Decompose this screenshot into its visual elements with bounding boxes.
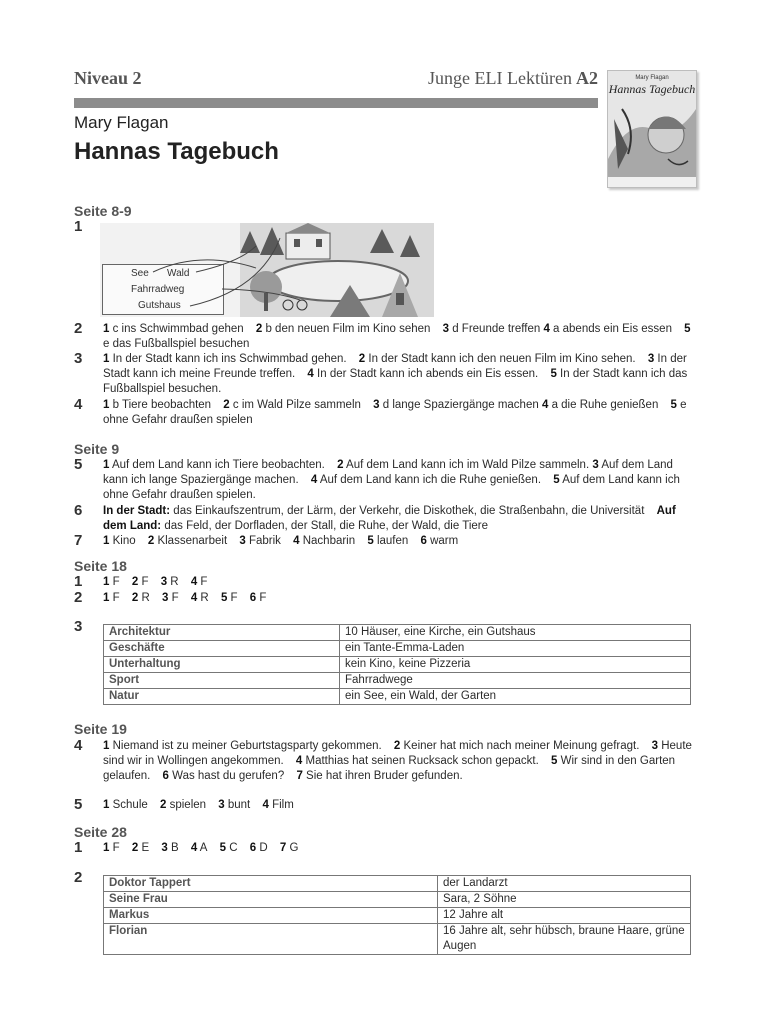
niveau-label: Niveau 2 [74,68,142,88]
exercise-number: 2 [74,320,83,337]
label-box [102,264,224,315]
cover-artwork [608,99,696,187]
table-row: Sport Fahrradwege [104,673,691,689]
cover-title: Hannas Tagebuch [608,82,696,96]
exercise-number: 3 [74,618,83,635]
section-heading-seite-19: Seite 19 [74,721,127,737]
label-gutshaus: Gutshaus [138,300,181,311]
header-rule [74,98,598,108]
exercise-number: 7 [74,532,83,549]
exercise-answer: 1 F 2 E 3 B 4 A 5 C 6 D 7 G [103,842,299,854]
table-row: Doktor Tappert der Landarzt [104,876,691,892]
page-header [74,68,598,92]
exercise-answer: 1 Niemand ist zu meiner Geburtstagsparty gekommen. 2 Keiner hat mich nach meiner Meinung gefragt. 3 Heute sind wir in Wollingen angekommen. 4 Matthias hat seinen Rucksack schon gepackt. 5 Wir sind in den Garten gelaufen. 6 Was hast du gerufen? 7 Sie hat ihren Bruder gefunden. [103,740,692,782]
series-name: Junge ELI Lektüren [428,68,572,88]
table-row: Markus 12 Jahre alt [104,908,691,924]
exercise-answer: 1 Schule 2 spielen 3 bunt 4 Film [103,799,294,811]
book-title: Hannas Tagebuch [74,138,279,165]
exercise-answer: 1 b Tiere beobachten 2 c im Wald Pilze sammeln 3 d lange Spaziergänge machen 4 a die Ruhe genießen 5 e ohne Gefahr draußen spielen [103,399,687,426]
label-fahrradweg: Fahrradweg [131,284,185,295]
exercise-number: 2 [74,589,83,606]
table-row: Unterhaltung kein Kino, keine Pizzeria [104,657,691,673]
label-wald: Wald [167,268,190,279]
exercise-answer: 1 Auf dem Land kann ich Tiere beobachten. 2 Auf dem Land kann ich im Wald Pilze sammeln. 3 Auf dem Land kann ich lange Spaziergänge machen. 4 Auf dem Land kann ich die Ruhe genießen. 5 Auf dem Land kann ich ohne Gefahr draußen spielen. [103,459,680,501]
section-heading-seite-9: Seite 9 [74,441,120,457]
exercise-number: 4 [74,396,83,413]
table-row: Geschäfte ein Tante-Emma-Laden [104,641,691,657]
exercise-number: 2 [74,869,83,886]
exercise-answer: In der Stadt: das Einkaufszentrum, der Lärm, der Verkehr, die Diskothek, die Straßenbahn, die Universität Auf dem Land: das Feld, der Dorfladen, der Stall, die Ruhe, der Wald, die Tiere [103,505,676,532]
exercise-number: 5 [74,796,83,813]
exercise-answer: 1 c ins Schwimmbad gehen 2 b den neuen Film im Kino sehen 3 d Freunde treffen 4 a abends ein Eis essen 5 e das Fußballspiel besuchen [103,323,691,350]
answer-table-seite-28 [103,875,691,955]
book-author: Mary Flagan [74,113,169,132]
exercise-number: 1 [74,839,83,856]
exercise-answer: 1 F 2 R 3 F 4 R 5 F 6 F [103,592,267,604]
section-heading-seite-8-9: Seite 8-9 [74,203,132,219]
exercise-answer: 1 In der Stadt kann ich ins Schwimmbad gehen. 2 In der Stadt kann ich den neuen Film im Kino sehen. 3 In der Stadt kann ich meine Freunde treffen. 4 In der Stadt kann ich abends ein Eis essen. 5 In der Stadt kann ich das Fußballspiel besuchen. [103,353,688,395]
exercise-number: 6 [74,502,83,519]
label-see: See [131,268,149,279]
table-row: Natur ein See, ein Wald, der Garten [104,689,691,705]
book-cover-image [607,70,697,188]
table-row: Florian 16 Jahre alt, sehr hübsch, braune Haare, grüne Augen [104,924,691,955]
exercise-number: 5 [74,456,83,473]
exercise-answer: 1 F 2 F 3 R 4 F [103,576,208,588]
table-row: Seine Frau Sara, 2 Söhne [104,892,691,908]
answer-table-seite-18 [103,624,691,705]
section-heading-seite-18: Seite 18 [74,558,127,574]
exercise-number: 4 [74,737,83,754]
exercise-number: 1 [74,573,83,590]
table-row: Architektur 10 Häuser, eine Kirche, ein Gutshaus [104,625,691,641]
exercise-number: 3 [74,350,83,367]
exercise-number: 1 [74,218,83,235]
section-heading-seite-28: Seite 28 [74,824,127,840]
level-label: A2 [576,68,598,88]
exercise-answer: 1 Kino 2 Klassenarbeit 3 Fabrik 4 Nachbarin 5 laufen 6 warm [103,535,459,547]
cover-author: Mary Flagan [635,75,669,81]
